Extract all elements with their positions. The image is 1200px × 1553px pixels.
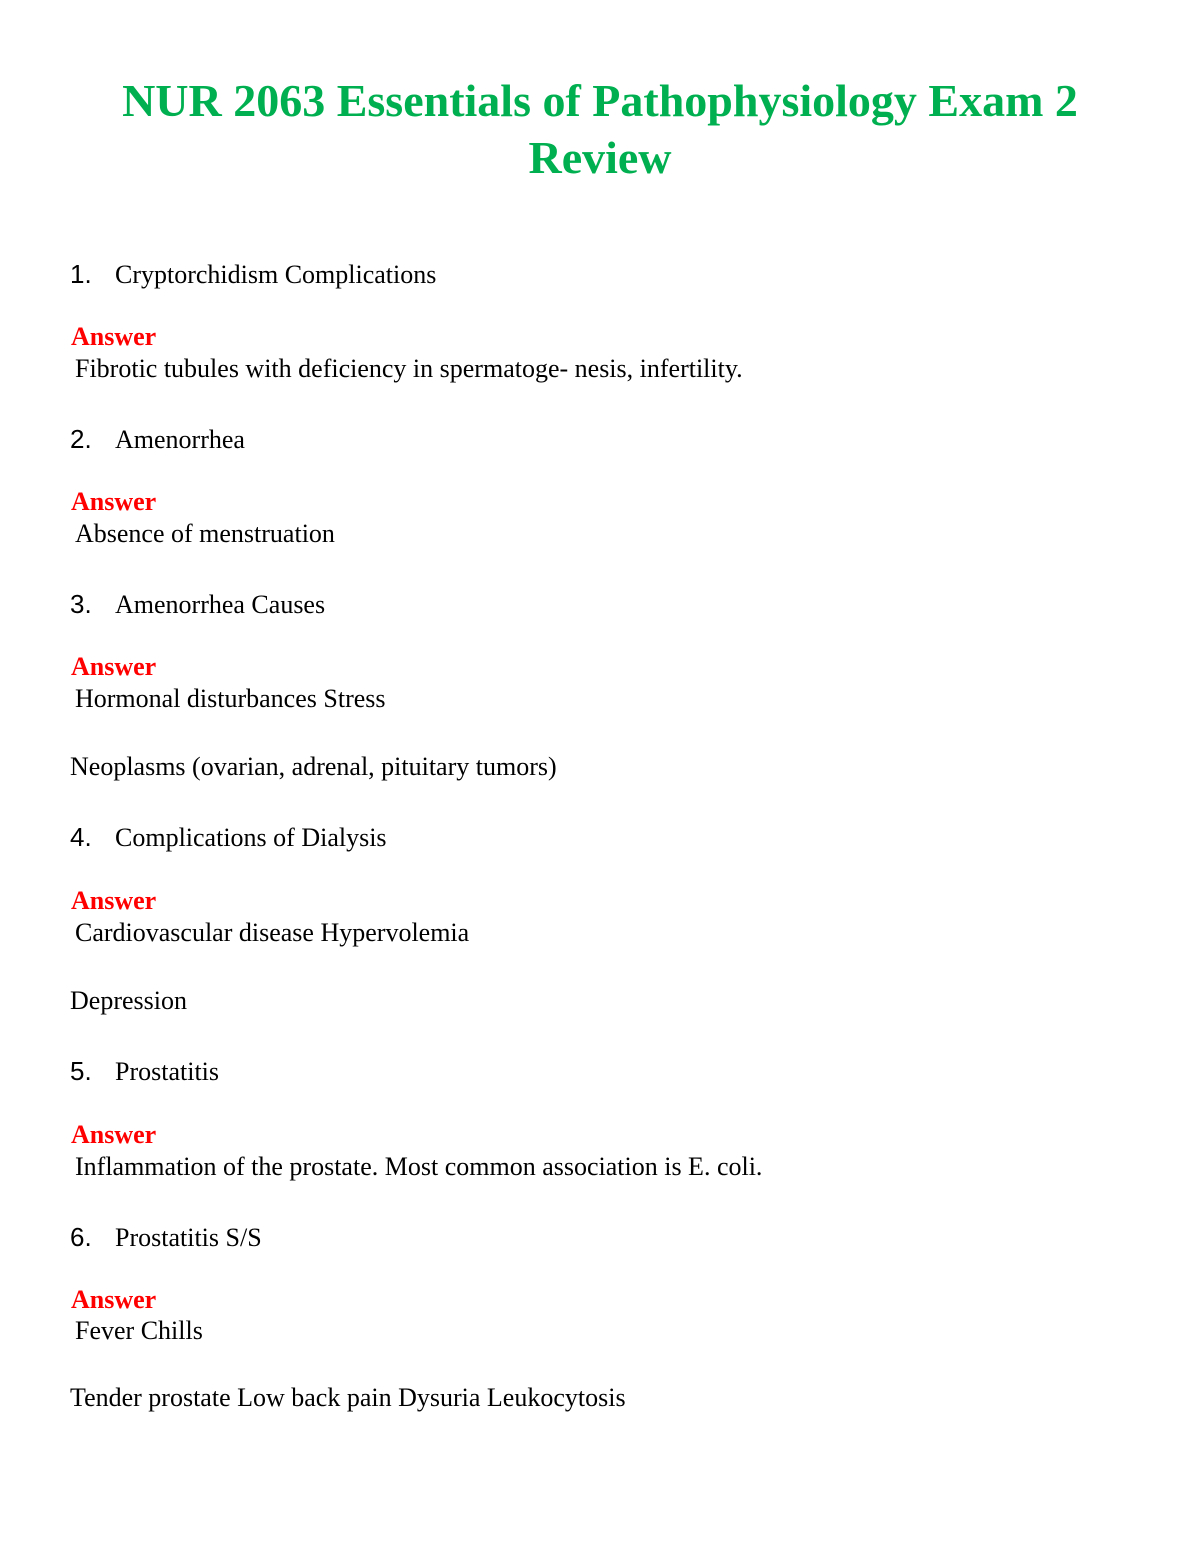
question-3 <box>70 588 325 621</box>
question-4 <box>70 821 387 854</box>
answer-text-2: Absence of menstruation <box>75 519 335 548</box>
question-number: 6. <box>70 1222 92 1252</box>
question-number: 4. <box>70 822 92 852</box>
question-number: 5. <box>70 1056 92 1086</box>
answer-label: Answer <box>71 1120 157 1149</box>
page-title: NUR 2063 Essentials of Pathophysiology Exam 2 Review <box>122 75 1078 183</box>
answer-text-3: Hormonal disturbances Stress <box>75 684 386 713</box>
question-5 <box>70 1055 219 1088</box>
question-6 <box>70 1221 262 1254</box>
answer-extra-6: Tender prostate Low back pain Dysuria Leukocytosis <box>70 1383 626 1412</box>
question-text: Cryptorchidism Complications <box>115 260 437 289</box>
answer-label: Answer <box>71 886 157 915</box>
question-number: 1. <box>70 259 92 289</box>
answer-text-5: Inflammation of the prostate. Most common association is E. coli. <box>75 1152 763 1181</box>
answer-label: Answer <box>71 652 157 681</box>
question-2 <box>70 423 245 456</box>
answer-text-4: Cardiovascular disease Hypervolemia <box>75 918 470 947</box>
question-text: Amenorrhea Causes <box>115 590 326 619</box>
question-text: Complications of Dialysis <box>115 823 387 852</box>
answer-extra-4: Depression <box>70 986 187 1015</box>
answer-extra-3: Neoplasms (ovarian, adrenal, pituitary tumors) <box>70 752 557 781</box>
answer-label: Answer <box>71 1285 157 1314</box>
question-text: Amenorrhea <box>115 425 245 454</box>
question-text: Prostatitis <box>115 1057 220 1086</box>
answer-label: Answer <box>71 487 157 516</box>
question-number: 3. <box>70 589 92 619</box>
question-number: 2. <box>70 424 92 454</box>
answer-label: Answer <box>71 322 157 351</box>
answer-text-1: Fibrotic tubules with deficiency in spermatoge- nesis, infertility. <box>75 354 743 383</box>
answer-text-6: Fever Chills <box>75 1316 203 1345</box>
question-text: Prostatitis S/S <box>115 1223 262 1252</box>
question-1 <box>70 258 436 291</box>
